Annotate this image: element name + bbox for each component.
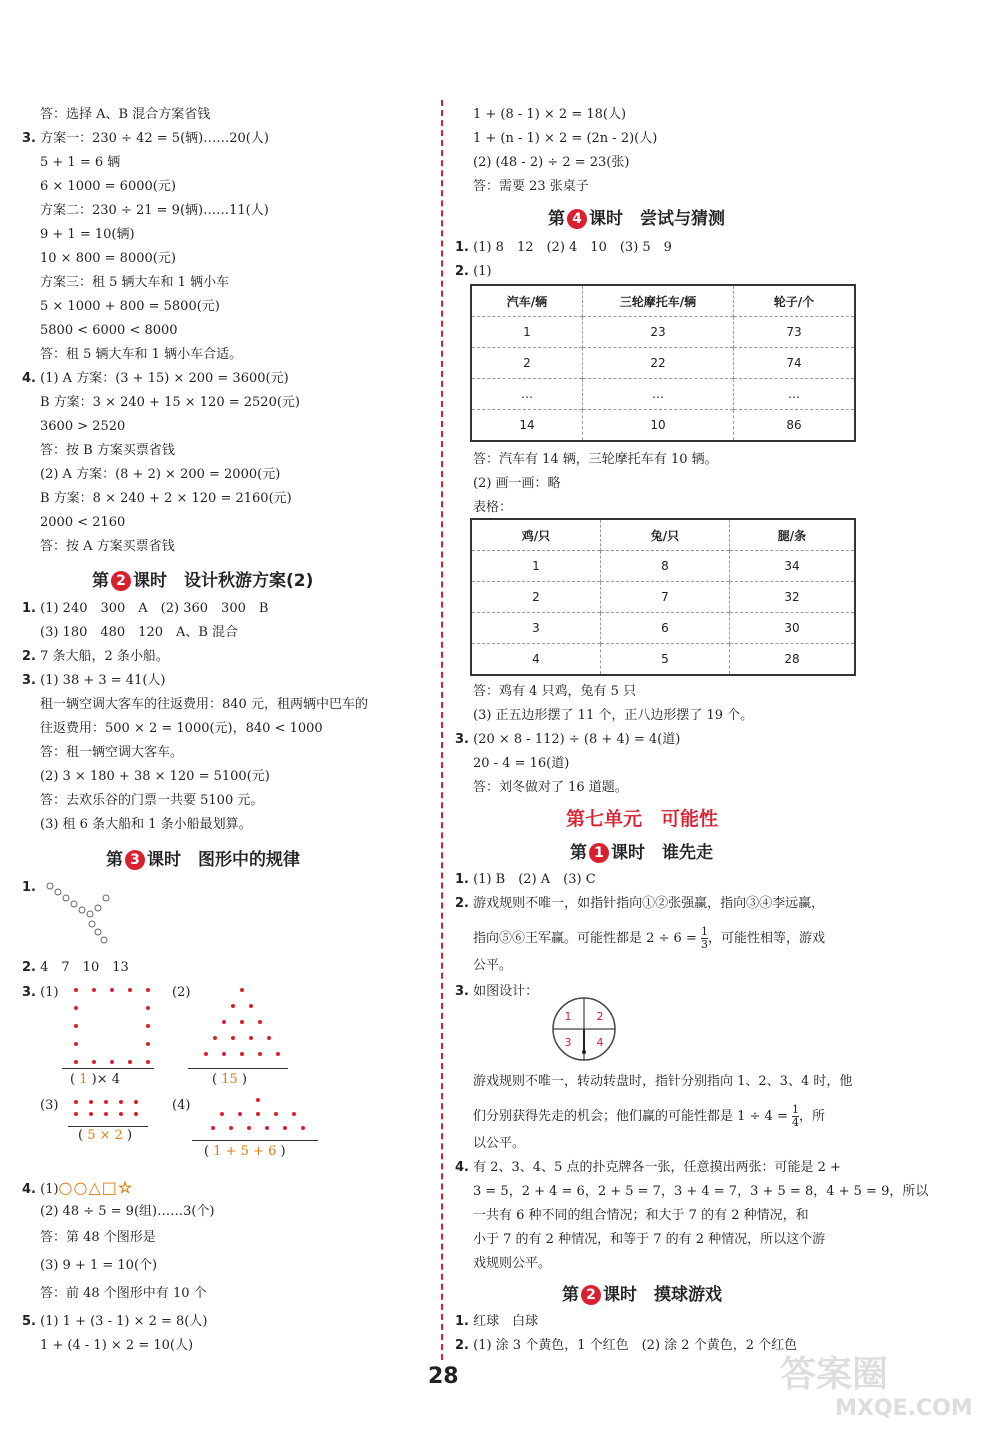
text-line: 1 + (n - 1) × 2 = (2n - 2)(人) <box>473 131 658 146</box>
item-number: 2. <box>455 1338 469 1353</box>
heading-prefix: 第 <box>570 843 587 863</box>
pattern-dot <box>74 1060 78 1064</box>
text-line: (3) 租 6 条大船和 1 条小船最划算。 <box>40 817 252 832</box>
table-cell: 74 <box>734 348 856 379</box>
item-number: 1. <box>455 1314 469 1329</box>
text-line: 3 = 5，2 + 4 = 6，2 + 5 = 7，3 + 4 = 7，3 + 5 = 8，4 + 5 = 9，所以 <box>473 1184 929 1199</box>
item-number: 4. <box>22 1182 36 1197</box>
text-line: 以公平。 <box>473 1136 526 1151</box>
answer-suffix: )× 4 <box>91 1072 121 1087</box>
table-cell: 10 <box>583 410 734 442</box>
table-cell: 1 <box>471 317 583 348</box>
pattern-circle <box>95 929 101 935</box>
text-line: 1 + (4 - 1) × 2 = 10(人) <box>40 1338 194 1353</box>
text-line <box>455 732 680 748</box>
pattern-dot <box>276 1052 280 1056</box>
item-number: 1. <box>455 240 469 255</box>
text-line: 答：选择 A、B 混合方案省钱 <box>40 107 211 122</box>
table-cell: … <box>734 379 856 410</box>
pattern-dot <box>292 1112 296 1116</box>
table-cell: … <box>471 379 583 410</box>
lesson-number-badge: 2 <box>581 1285 601 1305</box>
text-line <box>22 1314 207 1330</box>
text-line <box>22 131 269 147</box>
pattern-dot <box>222 1052 226 1056</box>
text-line: 小于 7 的有 2 种情况，和等于 7 的有 2 种情况，所以这个游 <box>473 1232 826 1247</box>
pattern-dot <box>146 1024 150 1028</box>
wheel-section-label: 3 <box>564 1036 572 1049</box>
heading-prefix: 第 <box>562 1285 579 1305</box>
pattern-dot <box>146 1060 150 1064</box>
watermark-url: MXQE.COM <box>835 1396 973 1421</box>
item-text: ，可能性相等，游戏 <box>708 931 826 946</box>
pattern-dot <box>92 988 96 992</box>
pattern-circle <box>87 911 93 917</box>
text-line: 答：前 48 个图形中有 10 个 <box>40 1286 207 1301</box>
table-cell: 32 <box>730 582 856 613</box>
item-text: 游戏规则不唯一，如指针指向①②张强赢，指向③④李远赢， <box>473 896 825 911</box>
text-line: 3600 > 2520 <box>40 419 126 434</box>
section-heading <box>106 845 300 870</box>
pattern-dot <box>104 1100 108 1104</box>
item-text: (1) 8 12 (2) 4 10 (3) 5 9 <box>473 240 672 255</box>
text-line: 答：第 48 个图形是 <box>40 1230 156 1245</box>
item-text: (1) <box>473 264 492 279</box>
pattern-dot <box>74 1042 78 1046</box>
pattern-dot <box>240 1020 244 1024</box>
item-text: 们分别获得先走的机会；他们赢的可能性都是 1 ÷ 4 = <box>473 1109 792 1124</box>
item-text: (1) 涂 3 个黄色，1 个红色 (2) 涂 2 个黄色，2 个红色 <box>473 1338 798 1353</box>
text-line: (3) 180 480 120 A、B 混合 <box>40 625 239 640</box>
table-header-cell: 汽车/辆 <box>506 294 548 309</box>
text-line <box>455 872 596 888</box>
table-cell: 4 <box>471 644 601 676</box>
heading-title: 课时 谁先走 <box>611 843 713 863</box>
text-line <box>455 896 824 912</box>
pattern-dot <box>240 988 244 992</box>
pattern-dot <box>74 1112 78 1116</box>
text-line <box>22 673 166 689</box>
item-number: 2. <box>455 264 469 279</box>
column-divider <box>441 100 443 1360</box>
table-cell: 8 <box>601 551 730 582</box>
table-row <box>471 379 855 410</box>
dot-trapezoid-figure <box>196 1098 316 1140</box>
pattern-circle <box>55 889 61 895</box>
answer-underline <box>192 1140 318 1141</box>
heading-title: 课时 设计秋游方案(2) <box>133 571 314 591</box>
text-line: 答：租一辆空调大客车。 <box>40 745 184 760</box>
text-line <box>22 371 289 387</box>
pattern-dot <box>146 988 150 992</box>
table-header-cell: 轮子/个 <box>734 285 856 317</box>
item-text: 指向⑤⑥王军赢。可能性都是 2 ÷ 6 = <box>473 931 701 946</box>
text-line: 答：按 A 方案买票省钱 <box>40 539 175 554</box>
pattern-circle <box>89 921 95 927</box>
item-number: 1. <box>22 880 36 895</box>
item-text: (1) 38 + 3 = 41(人) <box>40 673 166 688</box>
pattern-dot <box>119 1112 123 1116</box>
pattern-dot <box>213 1036 217 1040</box>
text-line: 6 × 1000 = 6000(元) <box>40 179 176 194</box>
pattern-dot <box>146 1006 150 1010</box>
answer-value: 15 <box>221 1072 238 1087</box>
table-row <box>471 348 855 379</box>
table-cell: 28 <box>730 644 856 676</box>
text-line: B 方案：3 × 240 + 15 × 120 = 2520(元) <box>40 395 300 410</box>
pattern-dot <box>240 1052 244 1056</box>
text-line: 5 + 1 = 6 辆 <box>40 155 121 170</box>
text-line: (4) <box>172 1098 191 1113</box>
pattern-circle <box>79 907 85 913</box>
table-cell: 7 <box>601 582 730 613</box>
table-cell: 3 <box>471 613 601 644</box>
text-line: 戏规则公平。 <box>473 1256 552 1271</box>
text-line: 10 × 800 = 8000(元) <box>40 251 176 266</box>
text-line: (3) <box>40 1098 59 1113</box>
table-cell: 30 <box>730 613 856 644</box>
pattern-dot <box>258 1052 262 1056</box>
answer-underline <box>188 1068 288 1069</box>
table-cell: 2 <box>471 348 583 379</box>
item-text: ，所 <box>799 1109 826 1124</box>
table-cell: 23 <box>583 317 734 348</box>
item-number: 1. <box>22 601 36 616</box>
dot-rectangle-figure <box>74 1100 154 1124</box>
pattern-dot <box>211 1126 215 1130</box>
text-line <box>22 960 129 976</box>
pattern-dot <box>89 1100 93 1104</box>
item-text: 如图设计： <box>473 984 539 999</box>
pattern-dot <box>249 1036 253 1040</box>
wheel-section-label: 4 <box>596 1036 604 1049</box>
pattern-dot <box>74 1100 78 1104</box>
text-line <box>473 926 825 951</box>
pattern-dot <box>256 1112 260 1116</box>
item-text: 方案一：230 ÷ 42 = 5(辆)……20(人) <box>40 131 269 146</box>
table-cell: 22 <box>583 348 734 379</box>
pattern-dot <box>283 1126 287 1130</box>
text-line: 方案二：230 ÷ 21 = 9(辆)……11(人) <box>40 203 269 218</box>
item-number: 2. <box>455 896 469 911</box>
text-line: (2) 3 × 180 + 38 × 120 = 5100(元) <box>40 769 270 784</box>
text-line: 5 × 1000 + 800 = 5800(元) <box>40 299 220 314</box>
pattern-dot <box>222 1020 226 1024</box>
lesson-number-badge: 3 <box>125 850 145 870</box>
pattern-dot <box>220 1112 224 1116</box>
text-line: 往返费用：500 × 2 = 1000(元)，840 < 1000 <box>40 721 323 736</box>
table-header-cell: 三轮摩托车/辆 <box>583 285 734 317</box>
pattern-circle <box>95 905 101 911</box>
answer-1: ( 1 )× 4 <box>70 1072 121 1087</box>
item-text: 红球 白球 <box>473 1314 539 1329</box>
pattern-dot <box>74 1024 78 1028</box>
item-text: (1) A 方案：(3 + 15) × 200 = 3600(元) <box>40 371 289 386</box>
pattern-dot <box>247 1126 251 1130</box>
item-number: 2. <box>22 649 36 664</box>
item-text: (1) <box>40 1182 59 1197</box>
pattern-dot <box>229 1126 233 1130</box>
fraction-denominator: 3 <box>701 938 708 951</box>
answer-value: 1 + 5 + 6 <box>213 1144 277 1159</box>
pattern-dot <box>119 1100 123 1104</box>
table-row <box>471 613 855 644</box>
spinner-pointer-tip <box>582 1050 586 1054</box>
item-text: 7 条大船，2 条小船。 <box>40 649 169 664</box>
text-line: 1 + (8 - 1) × 2 = 18(人) <box>473 107 627 122</box>
pattern-dot <box>134 1100 138 1104</box>
vehicle-wheel-table <box>470 284 856 442</box>
text-line: 答：租 5 辆大车和 1 辆小车合适。 <box>40 347 243 362</box>
chicken-rabbit-table <box>470 518 856 676</box>
wheel-section-label: 2 <box>596 1010 604 1023</box>
wheel-section-label: 1 <box>564 1010 572 1023</box>
heading-title: 课时 摸球游戏 <box>603 1285 722 1305</box>
answer-2: ( 15 ) <box>212 1072 247 1087</box>
pattern-dot <box>110 1060 114 1064</box>
table-row <box>471 410 855 442</box>
pattern-dot <box>238 1112 242 1116</box>
text-line: 一共有 6 种不同的组合情况；和大于 7 的有 2 种情况，和 <box>473 1208 809 1223</box>
fraction <box>792 1104 799 1129</box>
item-number: 1. <box>455 872 469 887</box>
answer-value: 5 × 2 <box>87 1128 123 1143</box>
item-text: 有 2、3、4、5 点的扑克牌各一张，任意摸出两张：可能是 2 + <box>473 1160 841 1175</box>
pattern-dot <box>256 1098 260 1102</box>
item-text: (1) <box>40 985 59 1000</box>
text-line: 租一辆空调大客车的往返费用：840 元，租两辆中巴车的 <box>40 697 368 712</box>
spinner-wheel <box>544 996 624 1062</box>
item-number: 4. <box>22 371 36 386</box>
text-line: 答：去欢乐谷的门票一共要 5100 元。 <box>40 793 264 808</box>
table-cell: 2 <box>471 582 601 613</box>
circle-pattern-figure <box>42 880 122 950</box>
text-line: 公平。 <box>473 958 513 973</box>
pattern-circle <box>63 895 69 901</box>
item-number: 5. <box>22 1314 36 1329</box>
pattern-dot <box>267 1036 271 1040</box>
item-number: 3. <box>455 732 469 747</box>
text-line <box>22 601 268 617</box>
pattern-dot <box>258 1020 262 1024</box>
text-line: 答：刘冬做对了 16 道题。 <box>473 780 628 795</box>
answer-underline <box>68 1126 148 1127</box>
answer-underline <box>62 1068 154 1069</box>
pattern-dot <box>231 1036 235 1040</box>
text-line: 2000 < 2160 <box>40 515 126 530</box>
section-heading <box>562 1280 722 1305</box>
pattern-dot <box>301 1126 305 1130</box>
pattern-dot <box>104 1112 108 1116</box>
pattern-dot <box>110 988 114 992</box>
section-heading <box>548 204 725 229</box>
table-cell: 34 <box>730 551 856 582</box>
lesson-number-badge: 4 <box>567 209 587 229</box>
text-line: 9 + 1 = 10(辆) <box>40 227 135 242</box>
pattern-dot <box>74 988 78 992</box>
pattern-dot <box>89 1112 93 1116</box>
text-line: (3) 正五边形摆了 11 个，正八边形摆了 19 个。 <box>473 708 754 723</box>
table-cell: 1 <box>471 551 601 582</box>
item-number: 3. <box>455 984 469 999</box>
text-line: (2) A 方案：(8 + 2) × 200 = 2000(元) <box>40 467 281 482</box>
text-line: 游戏规则不唯一，转动转盘时，指针分别指向 1、2、3、4 时，他 <box>473 1074 853 1089</box>
item-text: 4 7 10 13 <box>40 960 129 975</box>
text-line <box>22 649 169 665</box>
pattern-dot <box>128 988 132 992</box>
table-header-cell: 鸡/只 <box>521 528 551 543</box>
heading-prefix: 第 <box>106 850 123 870</box>
table-cell: … <box>583 379 734 410</box>
table-cell: 14 <box>471 410 583 442</box>
pattern-dot <box>134 1112 138 1116</box>
lesson-number-badge: 1 <box>589 843 609 863</box>
table-cell: 5 <box>601 644 730 676</box>
item-number: 3. <box>22 673 36 688</box>
text-line: 5800 < 6000 < 8000 <box>40 323 178 338</box>
fraction-denominator: 4 <box>792 1116 799 1129</box>
pattern-dot <box>274 1112 278 1116</box>
text-line <box>455 240 672 256</box>
pattern-dot <box>92 1060 96 1064</box>
text-line: 表格： <box>473 500 513 515</box>
pattern-dot <box>146 1042 150 1046</box>
pattern-circle <box>101 937 107 943</box>
text-line <box>455 984 538 1000</box>
text-line: (2) 48 ÷ 5 = 9(组)……3(个) <box>40 1204 215 1219</box>
fraction-numerator: 1 <box>701 925 708 938</box>
pattern-circle <box>71 901 77 907</box>
text-line: (2) (48 - 2) ÷ 2 = 23(张) <box>473 155 630 170</box>
table-row <box>471 582 855 613</box>
watermark-logo: 答案圈 <box>780 1354 889 1395</box>
pattern-dot <box>74 1006 78 1010</box>
dot-triangle-figure <box>196 988 286 1068</box>
heading-title: 课时 图形中的规律 <box>147 850 300 870</box>
table-cell: 6 <box>601 613 730 644</box>
table-row <box>471 551 855 582</box>
text-line <box>455 264 492 280</box>
table-row <box>471 317 855 348</box>
text-line: 答：需要 23 张桌子 <box>473 179 589 194</box>
item-number: 3. <box>22 131 36 146</box>
text-line: (2) 画一画：略 <box>473 476 561 491</box>
text-line: 方案三：租 5 辆大车和 1 辆小车 <box>40 275 230 290</box>
answer-3: ( 5 × 2 ) <box>78 1128 133 1143</box>
text-line: B 方案：8 × 240 + 2 × 120 = 2160(元) <box>40 491 292 506</box>
text-line <box>22 1180 133 1198</box>
heading-prefix: 第 <box>548 209 565 229</box>
pattern-dot <box>231 1004 235 1008</box>
shape-sequence: ○○△□☆ <box>58 1178 134 1197</box>
item-number: 3. <box>22 985 36 1000</box>
table-header-cell: 腿/条 <box>730 519 856 551</box>
unit-heading: 第七单元 可能性 <box>566 808 719 830</box>
text-line: 答：按 B 方案买票省钱 <box>40 443 175 458</box>
text-line: 答：鸡有 4 只鸡，兔有 5 只 <box>473 684 637 699</box>
table-row <box>471 644 855 676</box>
text-line <box>455 1160 841 1176</box>
pattern-circle <box>103 895 109 901</box>
page-number: 28 <box>428 1364 459 1389</box>
table-cell: 73 <box>734 317 856 348</box>
pattern-dot <box>204 1052 208 1056</box>
item-text: (1) 240 300 A (2) 360 300 B <box>40 601 269 616</box>
heading-title: 课时 尝试与猜测 <box>589 209 725 229</box>
fraction-numerator: 1 <box>792 1103 799 1116</box>
heading-prefix: 第 <box>92 571 109 591</box>
item-number: 2. <box>22 960 36 975</box>
answer-4: ( 1 + 5 + 6 ) <box>204 1144 286 1159</box>
section-heading <box>92 566 313 591</box>
text-line <box>455 1314 538 1330</box>
text-line: (3) 9 + 1 = 10(个) <box>40 1258 158 1273</box>
pattern-circle <box>47 883 53 889</box>
item-text: (1) 1 + (3 - 1) × 2 = 8(人) <box>40 1314 208 1329</box>
dot-square-figure <box>74 988 154 1038</box>
text-line <box>473 1104 825 1129</box>
table-header-cell: 兔/只 <box>601 519 730 551</box>
item-number: 4. <box>455 1160 469 1175</box>
pattern-dot <box>265 1126 269 1130</box>
pattern-dot <box>128 1060 132 1064</box>
item-text: (20 × 8 - 112) ÷ (8 + 4) = 4(道) <box>473 732 681 747</box>
text-line <box>22 880 36 896</box>
answer-value: 1 <box>79 1072 88 1087</box>
text-line: 答：汽车有 14 辆，三轮摩托车有 10 辆。 <box>473 452 718 467</box>
fraction <box>701 926 708 951</box>
text-line <box>22 985 59 1001</box>
text-line: (2) <box>172 985 191 1000</box>
table-cell: 86 <box>734 410 856 442</box>
table-header-row <box>471 519 855 551</box>
item-text: (1) B (2) A (3) C <box>473 872 596 887</box>
lesson-number-badge: 2 <box>111 571 131 591</box>
table-header-row <box>471 285 855 317</box>
text-line: 20 - 4 = 16(道) <box>473 756 570 771</box>
text-line <box>455 1338 797 1354</box>
pattern-dot <box>249 1004 253 1008</box>
section-heading <box>570 838 713 863</box>
